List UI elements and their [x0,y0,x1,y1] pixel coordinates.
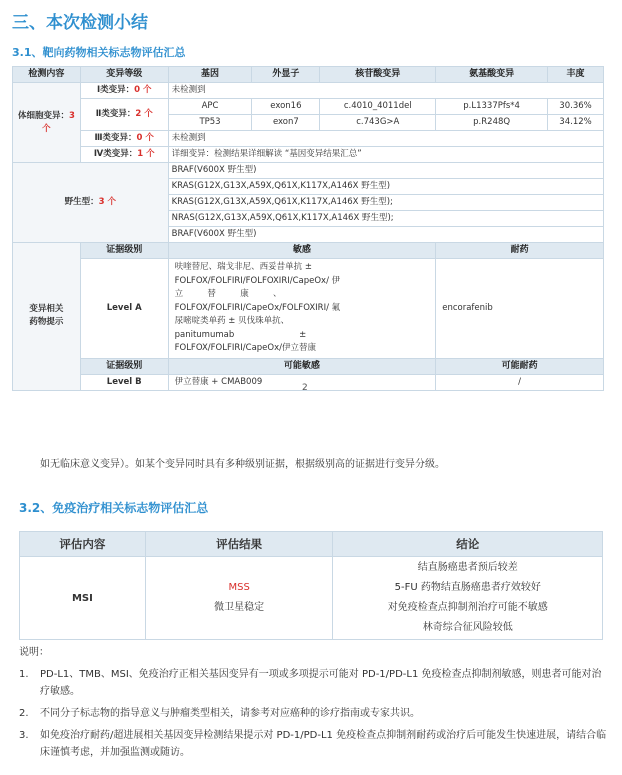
level-b-cell: Level B [80,374,168,390]
section-title: 三、本次检测小结 [12,13,148,33]
class4-cell: Ⅳ类变异：1 个 [80,147,168,163]
resistant-header: 耐药 [436,243,604,259]
table-header-row [13,67,604,83]
header-cell: 评估结果 [145,532,333,557]
possible-resistant-header: 可能耐药 [436,358,604,374]
msi-result [145,557,333,640]
header-cell: 评估内容 [20,532,146,557]
header-cell: 丰度 [548,67,604,83]
class1-cell: Ⅰ类变异：0 个 [80,83,168,99]
level-b-sensitive: 伊立替康 + CMAB009 [168,374,436,390]
header-cell: 核苷酸变异 [320,67,436,83]
table-row [13,147,604,163]
gene-cell: TP53 [168,115,252,131]
msi-conclusion [333,557,603,640]
frequency-cell: 34.12% [548,115,604,131]
table-header-row [20,532,603,557]
nucleotide-cell: c.4010_4011del [320,99,436,115]
level-b-resistant: / [436,374,604,390]
sub-title-targeted: 3.1、靶向药物相关标志物评估汇总 [12,46,186,59]
level-a-cell: Level A [80,259,168,359]
header-cell: 结论 [333,532,603,557]
class1-detail: 未检测到 [168,83,603,99]
class4-detail: 详细变异：检测结果详细解读 “基因变异结果汇总” [168,147,603,163]
aminoacid-cell: p.R248Q [436,115,548,131]
level-a-sensitive: 呋喹替尼、瑞戈非尼、西妥昔单抗 ± FOLFOX/FOLFIRI/FOLFOXIRI/CapeOx/ 伊 立 替 康 、 FOLFOX/FOLFIRI/CapeOx/FOLFOXIRI/ 氟 尿嘧啶类单药 ± 贝伐珠单抗、 panitumumab ± FOLFOX/FOLFIRI/CapeOx/伊立替康 [168,259,436,359]
table-row [13,259,604,359]
possible-sensitive-header: 可能敏感 [168,358,436,374]
somatic-variant-label: 体细胞变异：3 个 [13,83,81,163]
nucleotide-cell: c.743G>A [320,115,436,131]
msi-label: MSI [20,557,146,640]
table-row [13,131,604,147]
class2-cell: Ⅱ类变异：2 个 [80,99,168,131]
body-paragraph: 如无临床意义变异）。如某个变异同时具有多种级别证据，根据级别高的证据进行变异分级。 [40,459,445,470]
table-row [13,243,604,259]
wildtype-item: BRAF(V600X 野生型) [168,227,603,243]
wildtype-item: KRAS(G12X,G13X,A59X,Q61X,K117X,A146X 野生型); [168,195,603,211]
wildtype-item: BRAF(V600X 野生型) [168,163,603,179]
note-item: 2. 不同分子标志物的指导意义与肿瘤类型相关，请参考对应癌种的诊疗指南或专家共识。 [19,708,420,719]
notes-section [19,644,609,761]
evidence-header: 证据级别 [80,243,168,259]
header-cell: 外显子 [252,67,320,83]
header-cell: 氨基酸变异 [436,67,548,83]
aminoacid-cell: p.L1337Pfs*4 [436,99,548,115]
header-cell: 检测内容 [13,67,81,83]
note-item: 3. 如免疫治疗耐药/超进展相关基因变异检测结果提示对 PD-1/PD-L1 免疫检查点抑制剂耐药或治疗后可能发生快速进展，请结合临床谨慎考虑，并加强监测或随访。 [19,730,607,758]
conclusion-item: 5-FU 药物结直肠癌患者疗效较好 [394,582,541,593]
notes-title: 说明： [19,647,49,658]
note-item: 1. PD-L1、TMB、MSI、免疫治疗正相关基因变异有一项或多项提示可能对 PD-1/PD-L1 免疫检查点抑制剂敏感，则患者可能对治疗敏感。 [19,669,602,697]
sub-title-immuno: 3.2、免疫治疗相关标志物评估汇总 [19,501,209,515]
table-row [13,99,604,115]
table-row [20,557,603,640]
table-row [13,83,604,99]
somatic-count: 3 个 [42,110,75,134]
frequency-cell: 30.36% [548,99,604,115]
wildtype-item: NRAS(G12X,G13X,A59X,Q61X,K117X,A146X 野生型); [168,211,603,227]
wildtype-item: KRAS(G12X,G13X,A59X,Q61X,K117X,A146X 野生型) [168,179,603,195]
table-row [13,358,604,374]
gene-cell: APC [168,99,252,115]
exon-cell: exon16 [252,99,320,115]
immuno-markers-table [19,531,603,640]
conclusion-item: 结直肠癌患者预后较差 [417,562,518,573]
sensitive-header: 敏感 [168,243,436,259]
conclusion-item: 林奇综合征风险较低 [422,622,513,633]
class3-detail: 未检测到 [168,131,603,147]
conclusion-item: 对免疫检查点抑制剂治疗可能不敏感 [387,602,548,613]
targeted-markers-table [12,66,604,391]
table-row [13,163,604,179]
header-cell: 变异等级 [80,67,168,83]
class3-cell: Ⅲ类变异：0 个 [80,131,168,147]
exon-cell: exon7 [252,115,320,131]
header-cell: 基因 [168,67,252,83]
table-row [13,374,604,390]
drug-hint-label: 变异相关 药物提示 [13,243,81,391]
mss-desc: 微卫星稳定 [214,602,265,613]
wildtype-label: 野生型：3 个 [13,163,169,243]
level-a-resistant: encorafenib [436,259,604,359]
evidence-header: 证据级别 [80,358,168,374]
mss-value: MSS [228,582,250,593]
page-number: 2 [302,383,308,393]
